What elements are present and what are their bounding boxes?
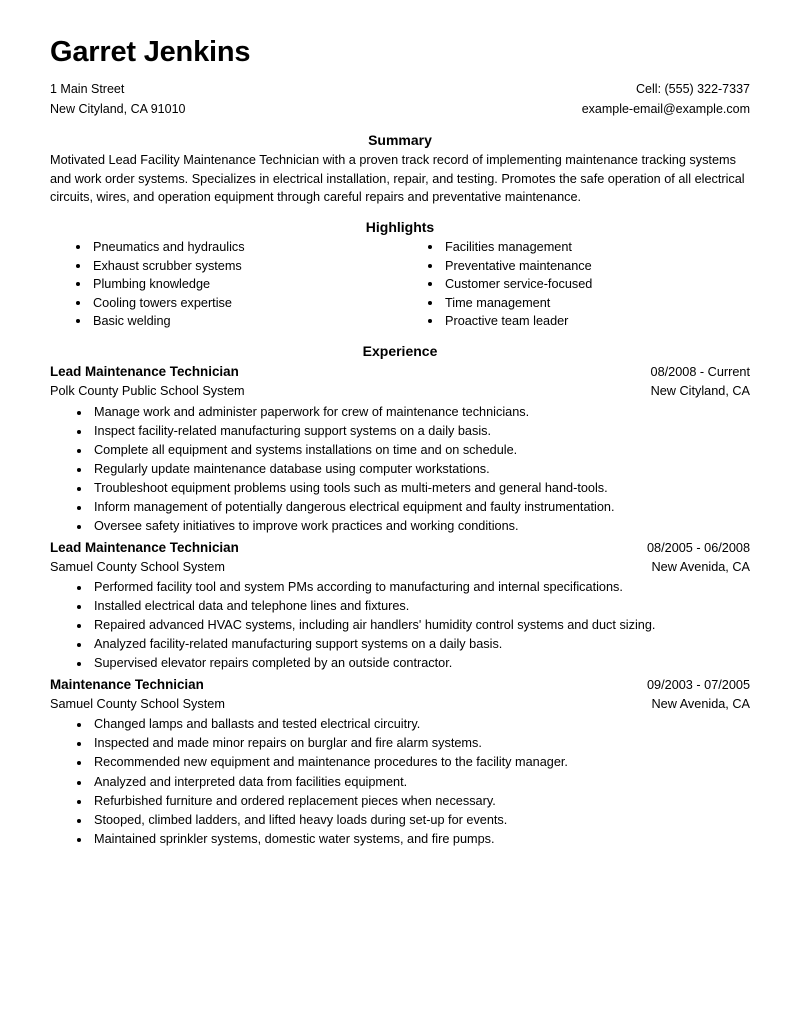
list-item: Proactive team leader bbox=[427, 312, 750, 330]
highlights-column-left bbox=[50, 238, 400, 330]
list-item: Manage work and administer paperwork for crew of maintenance technicians. bbox=[76, 403, 750, 422]
resume-header bbox=[50, 36, 750, 119]
address-line-1: 1 Main Street bbox=[50, 82, 125, 97]
highlights-section bbox=[50, 219, 750, 330]
job-company: Polk County Public School System bbox=[50, 384, 245, 399]
job-title: Maintenance Technician bbox=[50, 677, 204, 693]
job-location: New Avenida, CA bbox=[651, 559, 750, 574]
contact-address bbox=[50, 80, 186, 119]
summary-text: Motivated Lead Facility Maintenance Technician with a proven track record of implementing maintenance tracking systems and work order systems. Specializes in electrical installation, repair, and testing. Promotes the safe operation of all electrical circuits, wires, and operation equipment through careful repairs and preventative maintenance. bbox=[50, 153, 745, 204]
list-item: Customer service-focused bbox=[427, 275, 750, 293]
list-item: Repaired advanced HVAC systems, including air handlers' humidity control systems and duct sizing. bbox=[76, 616, 750, 635]
job-location: New Avenida, CA bbox=[651, 697, 750, 712]
resume-content bbox=[50, 36, 750, 849]
experience-section bbox=[50, 343, 750, 848]
job-title-row bbox=[50, 538, 750, 558]
list-item: Basic welding bbox=[75, 312, 400, 330]
summary-heading: Summary bbox=[368, 132, 432, 149]
job-responsibilities bbox=[50, 578, 750, 673]
list-item: Regularly update maintenance database using computer workstations. bbox=[76, 460, 750, 479]
job-location: New Cityland, CA bbox=[650, 384, 750, 399]
highlights-list-left bbox=[75, 238, 400, 330]
email-address: example-email@example.com bbox=[581, 101, 750, 116]
list-item: Maintained sprinkler systems, domestic water systems, and fire pumps. bbox=[76, 830, 750, 849]
contact-info bbox=[50, 80, 750, 119]
job-company: Samuel County School System bbox=[50, 559, 225, 574]
job-title: Lead Maintenance Technician bbox=[50, 364, 239, 380]
list-item: Recommended new equipment and maintenance procedures to the facility manager. bbox=[76, 753, 750, 772]
list-item: Refurbished furniture and ordered replacement pieces when necessary. bbox=[76, 792, 750, 811]
list-item: Pneumatics and hydraulics bbox=[75, 238, 400, 256]
job-company-row bbox=[50, 558, 750, 577]
list-item: Inform management of potentially dangerous electrical equipment and faulty instrumentation. bbox=[76, 498, 750, 517]
list-item: Facilities management bbox=[427, 238, 750, 256]
list-item: Cooling towers expertise bbox=[75, 294, 400, 312]
address-line-2: New Cityland, CA 91010 bbox=[50, 101, 186, 116]
list-item: Analyzed and interpreted data from facilities equipment. bbox=[76, 773, 750, 792]
list-item: Preventative maintenance bbox=[427, 257, 750, 275]
list-item: Installed electrical data and telephone lines and fixtures. bbox=[76, 597, 750, 616]
list-item: Changed lamps and ballasts and tested electrical circuitry. bbox=[76, 715, 750, 734]
job-company-row bbox=[50, 695, 750, 714]
list-item: Troubleshoot equipment problems using tools such as multi-meters and general hand-tools. bbox=[76, 479, 750, 498]
summary-section bbox=[50, 132, 750, 206]
list-item: Inspect facility-related manufacturing support systems on a daily basis. bbox=[76, 422, 750, 441]
list-item: Supervised elevator repairs completed by an outside contractor. bbox=[76, 654, 750, 673]
highlights-list-right bbox=[427, 238, 750, 330]
job-dates: 09/2003 - 07/2005 bbox=[647, 678, 750, 693]
job-responsibilities bbox=[50, 403, 750, 536]
list-item: Performed facility tool and system PMs according to manufacturing and internal specifications. bbox=[76, 578, 750, 597]
list-item: Oversee safety initiatives to improve work practices and working conditions. bbox=[76, 517, 750, 536]
job-title: Lead Maintenance Technician bbox=[50, 539, 239, 555]
highlights-heading: Highlights bbox=[365, 219, 435, 236]
job-responsibilities bbox=[50, 715, 750, 848]
list-item: Exhaust scrubber systems bbox=[75, 257, 400, 275]
list-item: Time management bbox=[427, 294, 750, 312]
highlights-column-right bbox=[400, 238, 750, 330]
experience-entry bbox=[50, 538, 750, 673]
list-item: Stooped, climbed ladders, and lifted heavy loads during set-up for events. bbox=[76, 811, 750, 830]
job-dates: 08/2005 - 06/2008 bbox=[647, 540, 750, 555]
candidate-name: Garret Jenkins bbox=[50, 36, 251, 68]
job-title-row bbox=[50, 362, 750, 382]
list-item: Inspected and made minor repairs on burglar and fire alarm systems. bbox=[76, 734, 750, 753]
phone-number: Cell: (555) 322-7337 bbox=[636, 82, 750, 97]
experience-entry bbox=[50, 362, 750, 535]
experience-heading: Experience bbox=[362, 343, 438, 360]
contact-details bbox=[582, 80, 750, 119]
list-item: Analyzed facility-related manufacturing support systems on a daily basis. bbox=[76, 635, 750, 654]
highlights-columns bbox=[50, 238, 750, 330]
job-dates: 08/2008 - Current bbox=[650, 365, 750, 380]
job-company-row bbox=[50, 382, 750, 401]
list-item: Complete all equipment and systems installations on time and on schedule. bbox=[76, 441, 750, 460]
experience-jobs bbox=[50, 362, 750, 848]
list-item: Plumbing knowledge bbox=[75, 275, 400, 293]
job-title-row bbox=[50, 675, 750, 695]
job-company: Samuel County School System bbox=[50, 697, 225, 712]
experience-entry bbox=[50, 675, 750, 848]
